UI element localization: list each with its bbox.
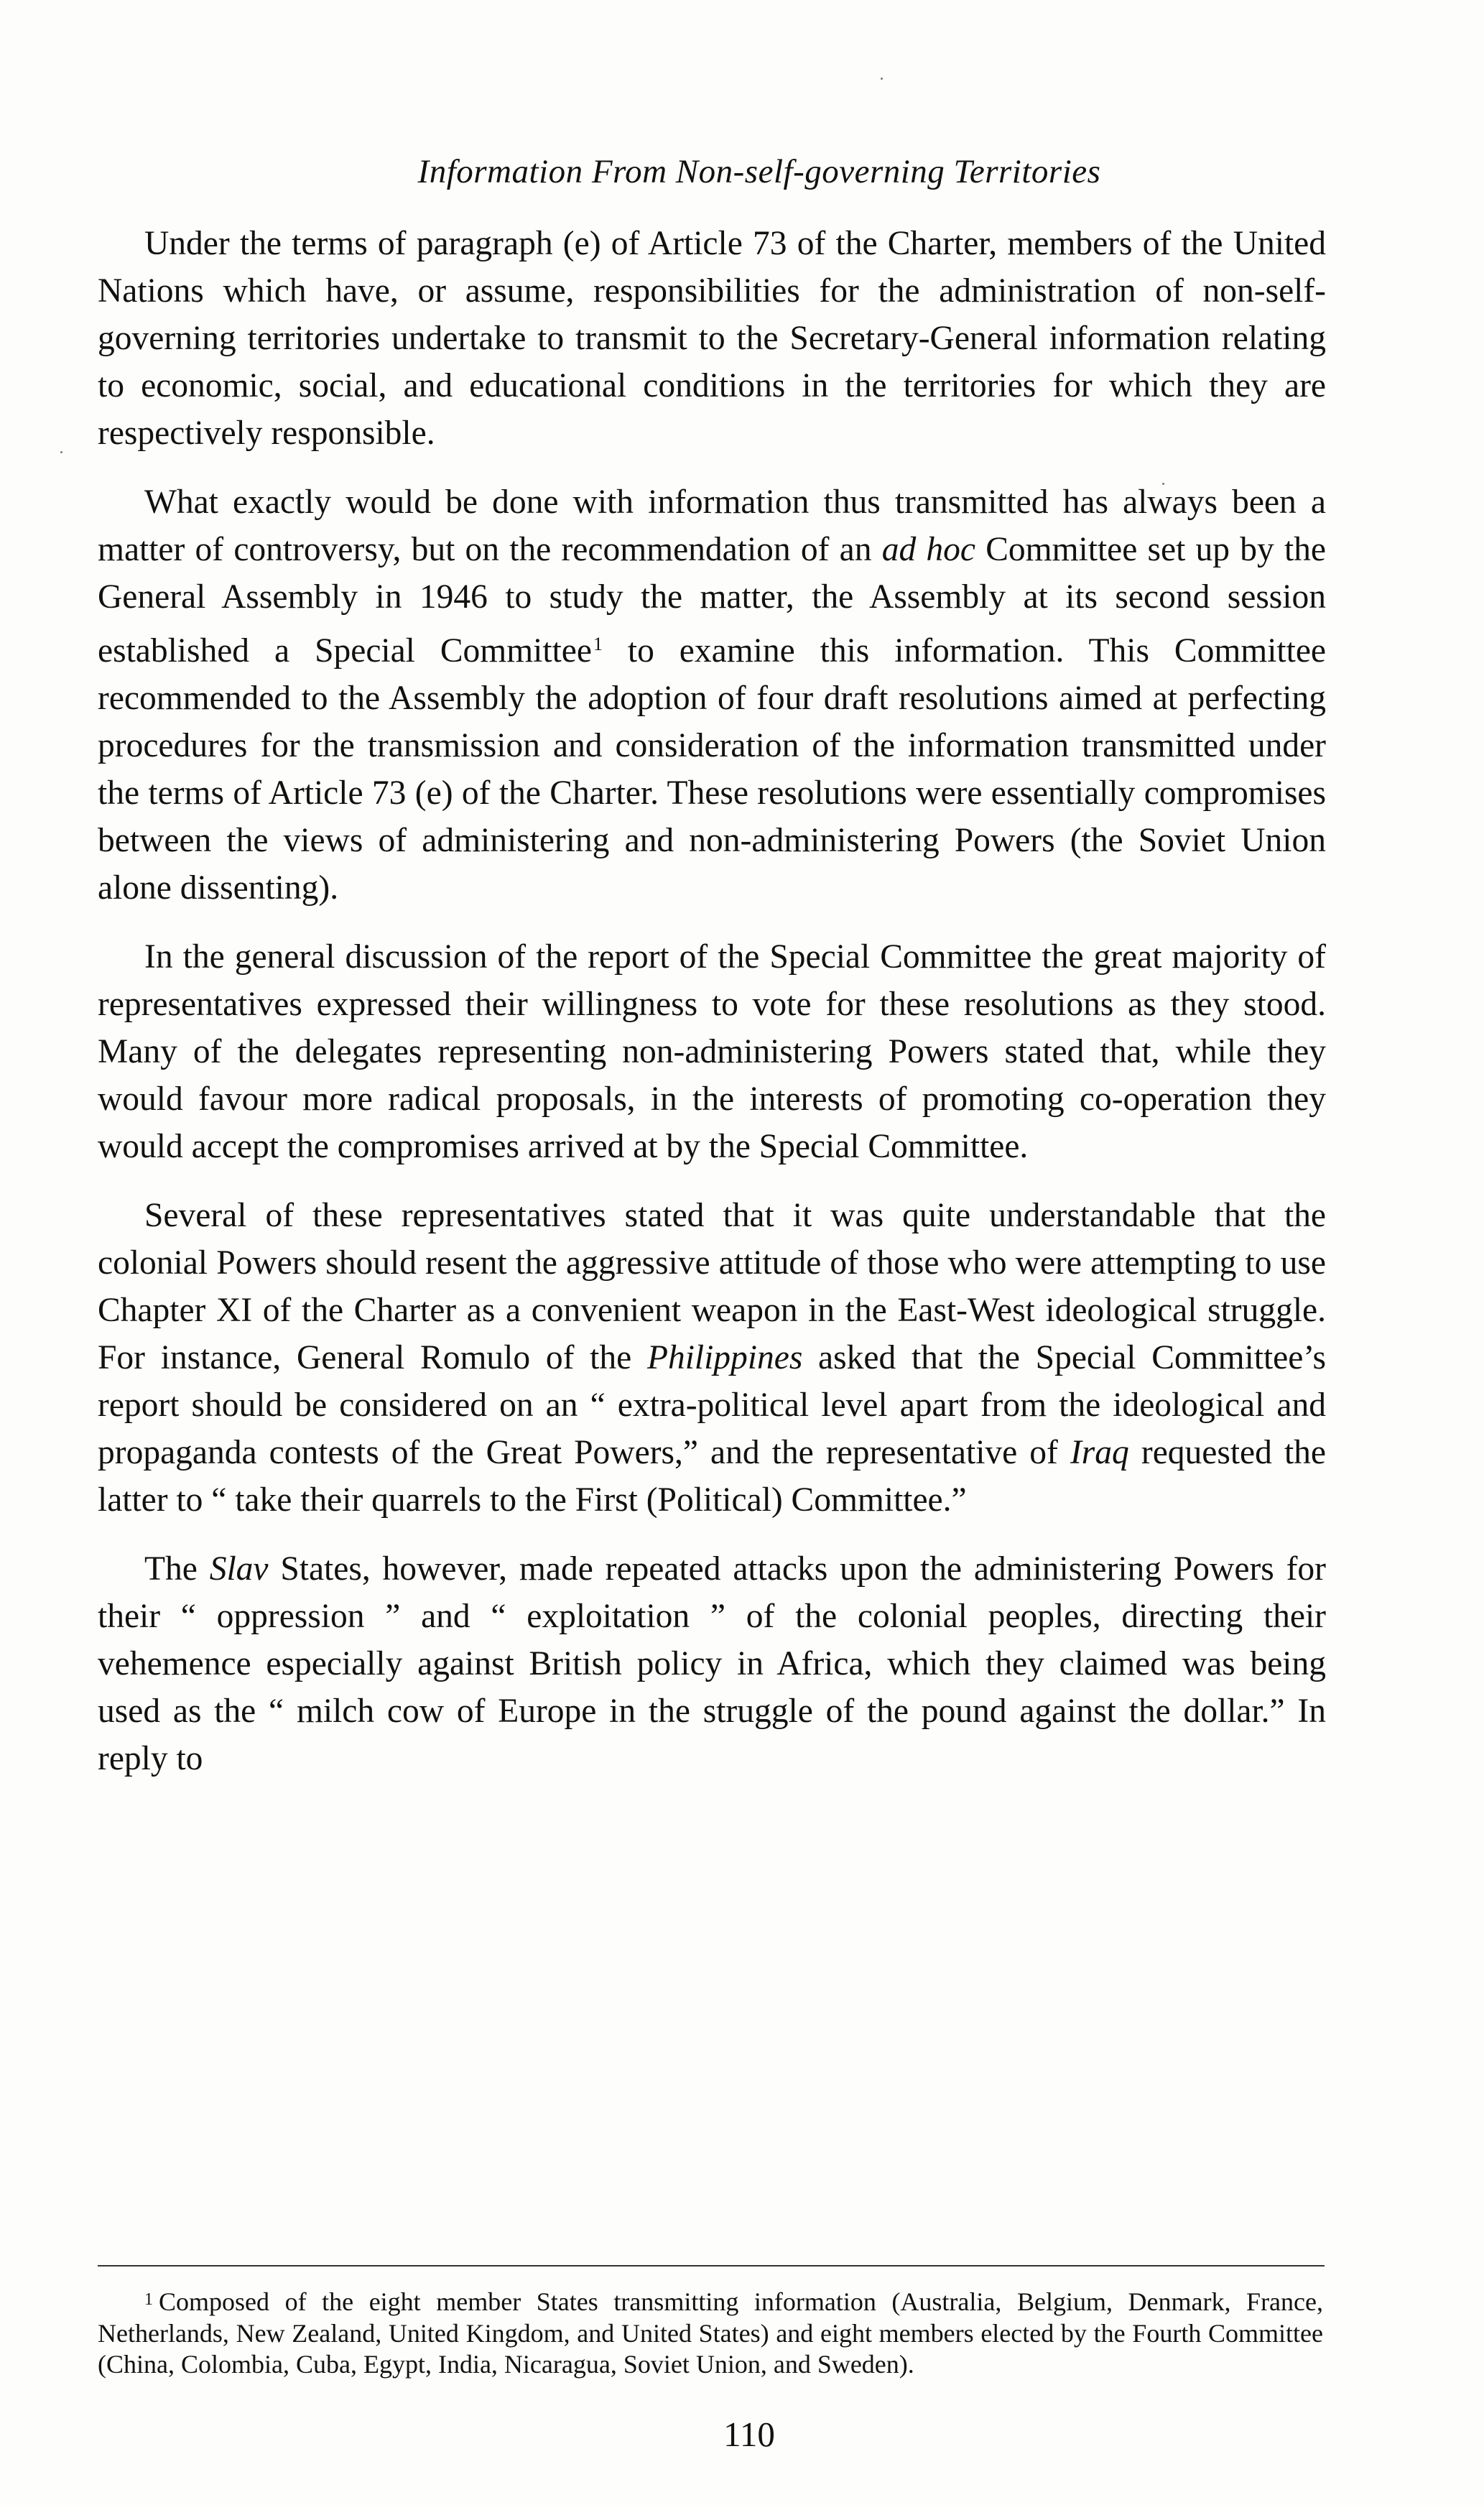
paragraph-3	[98, 933, 1326, 1170]
paragraph-text: In the general discussion of the report of the Special Committee the great majority of representatives expressed their willingness to vote for these resolutions as they stood. Many of the delegates representing non-administering Powers stated that, while they would favour more radical proposals, in the interests of promoting co-operation they would accept the compromises arrived at by the Special Committee.	[98, 938, 1326, 1165]
running-title: Information From Non-self-governing Territories	[417, 153, 1101, 190]
scan-speck	[881, 78, 883, 80]
paragraph-text: Committee set up by the General Assembly in 1946 to study the matter, the Assembly at its second session established a Special Committee	[98, 531, 1326, 670]
paragraph-text: to examine this information. This Committee recommended to the Assembly the adoption of four draft resolutions aimed at perfecting procedures for the transmission and consideration of the information transmitted under the terms of Article 73 (e) of the Charter. These resolutions were essentially compromises between the views of administering and non-administering Powers (the Soviet Union alone dissenting).	[98, 632, 1326, 907]
footnote-text: Composed of the eight member States transmitting information (Australia, Belgium, Denmark, France, Netherlands, New Zealand, United Kingdom, and United States) and eight members elected by the Fourth Committee (China, Colombia, Cuba, Egypt, India, Nicaragua, Soviet Union, and Sweden).	[98, 2287, 1323, 2379]
body-text	[98, 220, 1326, 1804]
italic-term: Slav	[209, 1550, 269, 1588]
paragraph-text: Several of these representatives stated that it was quite understandable that the colonial Powers should resent the aggressive attitude of those who were attempting to use Chapter XI of the Charter as a convenient weapon in the East-West ideological struggle. For instance, General Romulo of the	[98, 1197, 1326, 1376]
scan-speck	[60, 451, 62, 453]
paragraph-2	[98, 478, 1326, 912]
footnote-reference: 1	[593, 634, 603, 654]
footnote-divider	[98, 2265, 1325, 2266]
paragraph-5	[98, 1545, 1326, 1782]
paragraph-text: asked that the Special Committee’s report should be considered on an “ extra-political level apart from the ideological and propaganda contests of the Great Powers,” and the representative of	[98, 1339, 1327, 1471]
paragraph-text: requested the latter to “ take their quarrels to the First (Political) Committee.”	[98, 1434, 1327, 1519]
paragraph-text: States, however, made repeated attacks upon the administering Powers for their “ oppression ” and “ exploitation ” of the colonial peoples, directing their vehemence especially against British policy in Africa, which they claimed was being used as the “ milch cow of Europe in the struggle of the pound against the dollar.” In reply to	[98, 1550, 1326, 1777]
footnote	[98, 2284, 1323, 2381]
paragraph-text: Under the terms of paragraph (e) of Article 73 of the Charter, members of the United Nations which have, or assume, responsibilities for the administration of non-self-governing territories undertake to transmit to the Secretary-General information relating to economic, social, and educational conditions in the territories for which they are respectively responsible.	[98, 225, 1326, 452]
paragraph-text: What exactly would be done with information thus transmitted has always been a matter of controversy, but on the recommendation of an	[98, 483, 1326, 568]
paragraph-text: The	[144, 1550, 210, 1588]
page-number: 110	[723, 2414, 775, 2454]
paragraph-1	[98, 220, 1326, 457]
italic-term: ad hoc	[881, 531, 976, 568]
italic-country: Philippines	[646, 1339, 803, 1376]
paragraph-4	[98, 1192, 1326, 1524]
italic-country: Iraq	[1070, 1434, 1129, 1471]
footnote-marker: 1	[144, 2290, 153, 2309]
